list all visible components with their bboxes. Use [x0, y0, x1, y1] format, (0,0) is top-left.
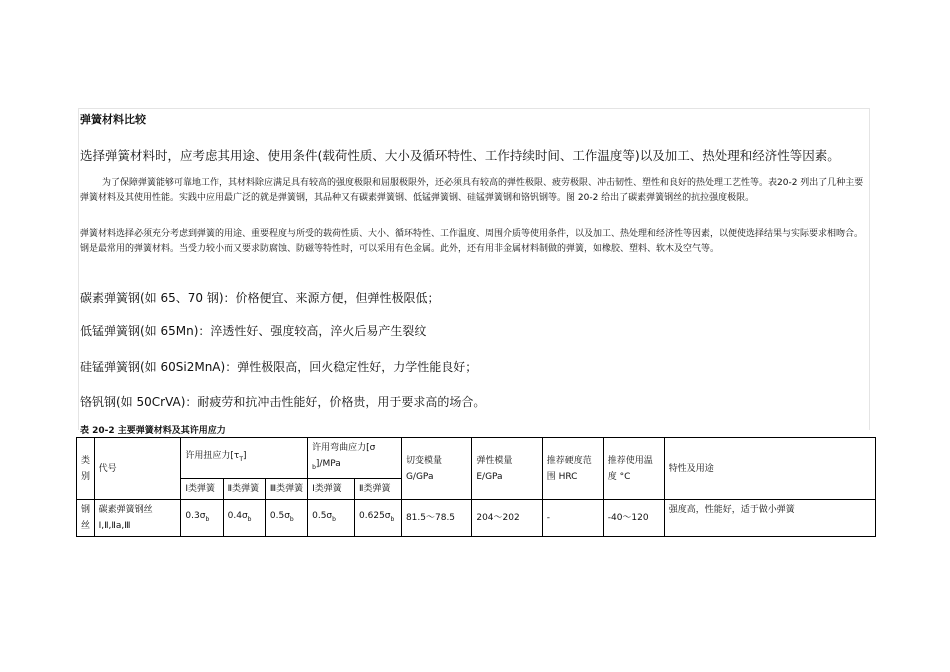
header-category: 类别: [77, 438, 95, 500]
cell-shear-2-value: 0.4σ: [227, 511, 248, 521]
table-header-row: [77, 438, 876, 479]
header-elastic-modulus: 弹性模量 E/GPa: [472, 438, 542, 500]
cell-bend-2-sub: b: [390, 516, 395, 523]
header-code: 代号: [94, 438, 181, 500]
header-shear-sub: T: [239, 456, 244, 463]
cell-shear-2: [223, 500, 265, 537]
header-bend-stress: [308, 438, 402, 479]
subheader-bend-class-1: Ⅰ类弹簧: [308, 479, 355, 500]
cell-bend-1-value: 0.5σ: [312, 511, 333, 521]
cell-shear-3-value: 0.5σ: [269, 511, 290, 521]
header-bend-sub: b: [312, 464, 316, 471]
cell-bend-2: [355, 500, 402, 537]
cell-bend-1-sub: b: [332, 516, 336, 523]
spring-materials-table: [76, 437, 876, 537]
cell-bend-2-value: 0.625σ: [359, 511, 391, 521]
table-row: [77, 500, 876, 537]
section-title: 弹簧材料比较: [80, 113, 146, 126]
subheader-shear-class-1: Ⅰ类弹簧: [181, 479, 223, 500]
cell-usage: 强度高，性能好，适于做小弹簧: [664, 500, 875, 537]
cell-elastic-modulus: 204～202: [472, 500, 542, 537]
cell-shear-1: [181, 500, 223, 537]
paragraph-1-text: 为了保障弹簧能够可靠地工作，其材料除应满足具有较高的强度极限和屈服极限外，还必须具有较高的弹性极限、疲劳极限、冲击韧性、塑性和良好的热处理工艺性等。表20-2 列出了几种主要弹簧材料及其使用性能。实践中应用最广泛的就是弹簧钢，其品种又有碳素弹簧钢、低锰弹簧钢、硅锰弹簧钢和铬钒钢等。图 20-2 给出了碳素弹簧钢丝的抗拉强度极限。: [80, 178, 864, 203]
cell-shear-modulus: 81.5～78.5: [401, 500, 471, 537]
paragraph-1: [80, 176, 870, 206]
header-shear-modulus: 切变模量 G/GPa: [401, 438, 471, 500]
cell-shear-1-sub: b: [205, 516, 210, 523]
header-hardness: 推荐硬度范围 HRC: [542, 438, 603, 500]
cell-shear-3-sub: b: [289, 516, 294, 523]
header-shear-end: ]: [243, 451, 247, 461]
cell-bend-1: [308, 500, 355, 537]
table-caption: 表 20-2 主要弹簧材料及其许用应力: [80, 426, 226, 436]
cell-code: 碳素弹簧钢丝 Ⅰ,Ⅱ,Ⅱa,Ⅲ: [94, 500, 181, 537]
cell-hardness: -: [542, 500, 603, 537]
material-item: 低锰弹簧钢(如 65Mn)：淬透性好、强度较高，淬火后易产生裂纹: [80, 324, 427, 338]
lead-paragraph: 选择弹簧材料时，应考虑其用途、使用条件(载荷性质、大小及循环特性、工作持续时间、工作温度等)以及加工、热处理和经济性等因素。: [80, 148, 840, 163]
material-item: 碳素弹簧钢(如 65、70 钢)：价格便宜、来源方便，但弹性极限低；: [80, 291, 440, 305]
header-bend-end: ]/MPa: [315, 459, 341, 469]
material-item: 硅锰弹簧钢(如 60Si2MnA)：弹性极限高，回火稳定性好，力学性能良好；: [80, 360, 478, 374]
subheader-shear-class-3: Ⅲ类弹簧: [265, 479, 307, 500]
cell-temperature: -40～120: [603, 500, 664, 537]
header-usage: 特性及用途: [664, 438, 875, 500]
cell-shear-2-sub: b: [247, 516, 252, 523]
subheader-shear-class-2: Ⅱ类弹簧: [223, 479, 265, 500]
header-shear-stress: [181, 438, 308, 479]
cell-shear-3: [265, 500, 307, 537]
subheader-bend-class-2: Ⅱ类弹簧: [355, 479, 402, 500]
cell-category: 钢丝: [77, 500, 95, 537]
paragraph-2: 弹簧材料选择必须充分考虑到弹簧的用途、重要程度与所受的载荷性质、大小、循环特性、工作温度、周围介质等使用条件，以及加工、热处理和经济性等因素，以便使选择结果与实际要求相吻合。钢是最常用的弹簧材料。当受力较小而又要求防腐蚀、防磁等特性时，可以采用有色金属。此外，还有用非金属材料制做的弹簧，如橡胶、塑料、软木及空气等。: [80, 229, 864, 254]
header-shear-text: 许用扭应力[τ: [185, 451, 240, 461]
header-bend-text: 许用弯曲应力[σ: [312, 443, 376, 453]
header-temperature: 推荐使用温度 °C: [603, 438, 664, 500]
cell-shear-1-value: 0.3σ: [185, 511, 206, 521]
material-item: 铬钒钢(如 50CrVA)：耐疲劳和抗冲击性能好，价格贵，用于要求高的场合。: [80, 395, 486, 409]
